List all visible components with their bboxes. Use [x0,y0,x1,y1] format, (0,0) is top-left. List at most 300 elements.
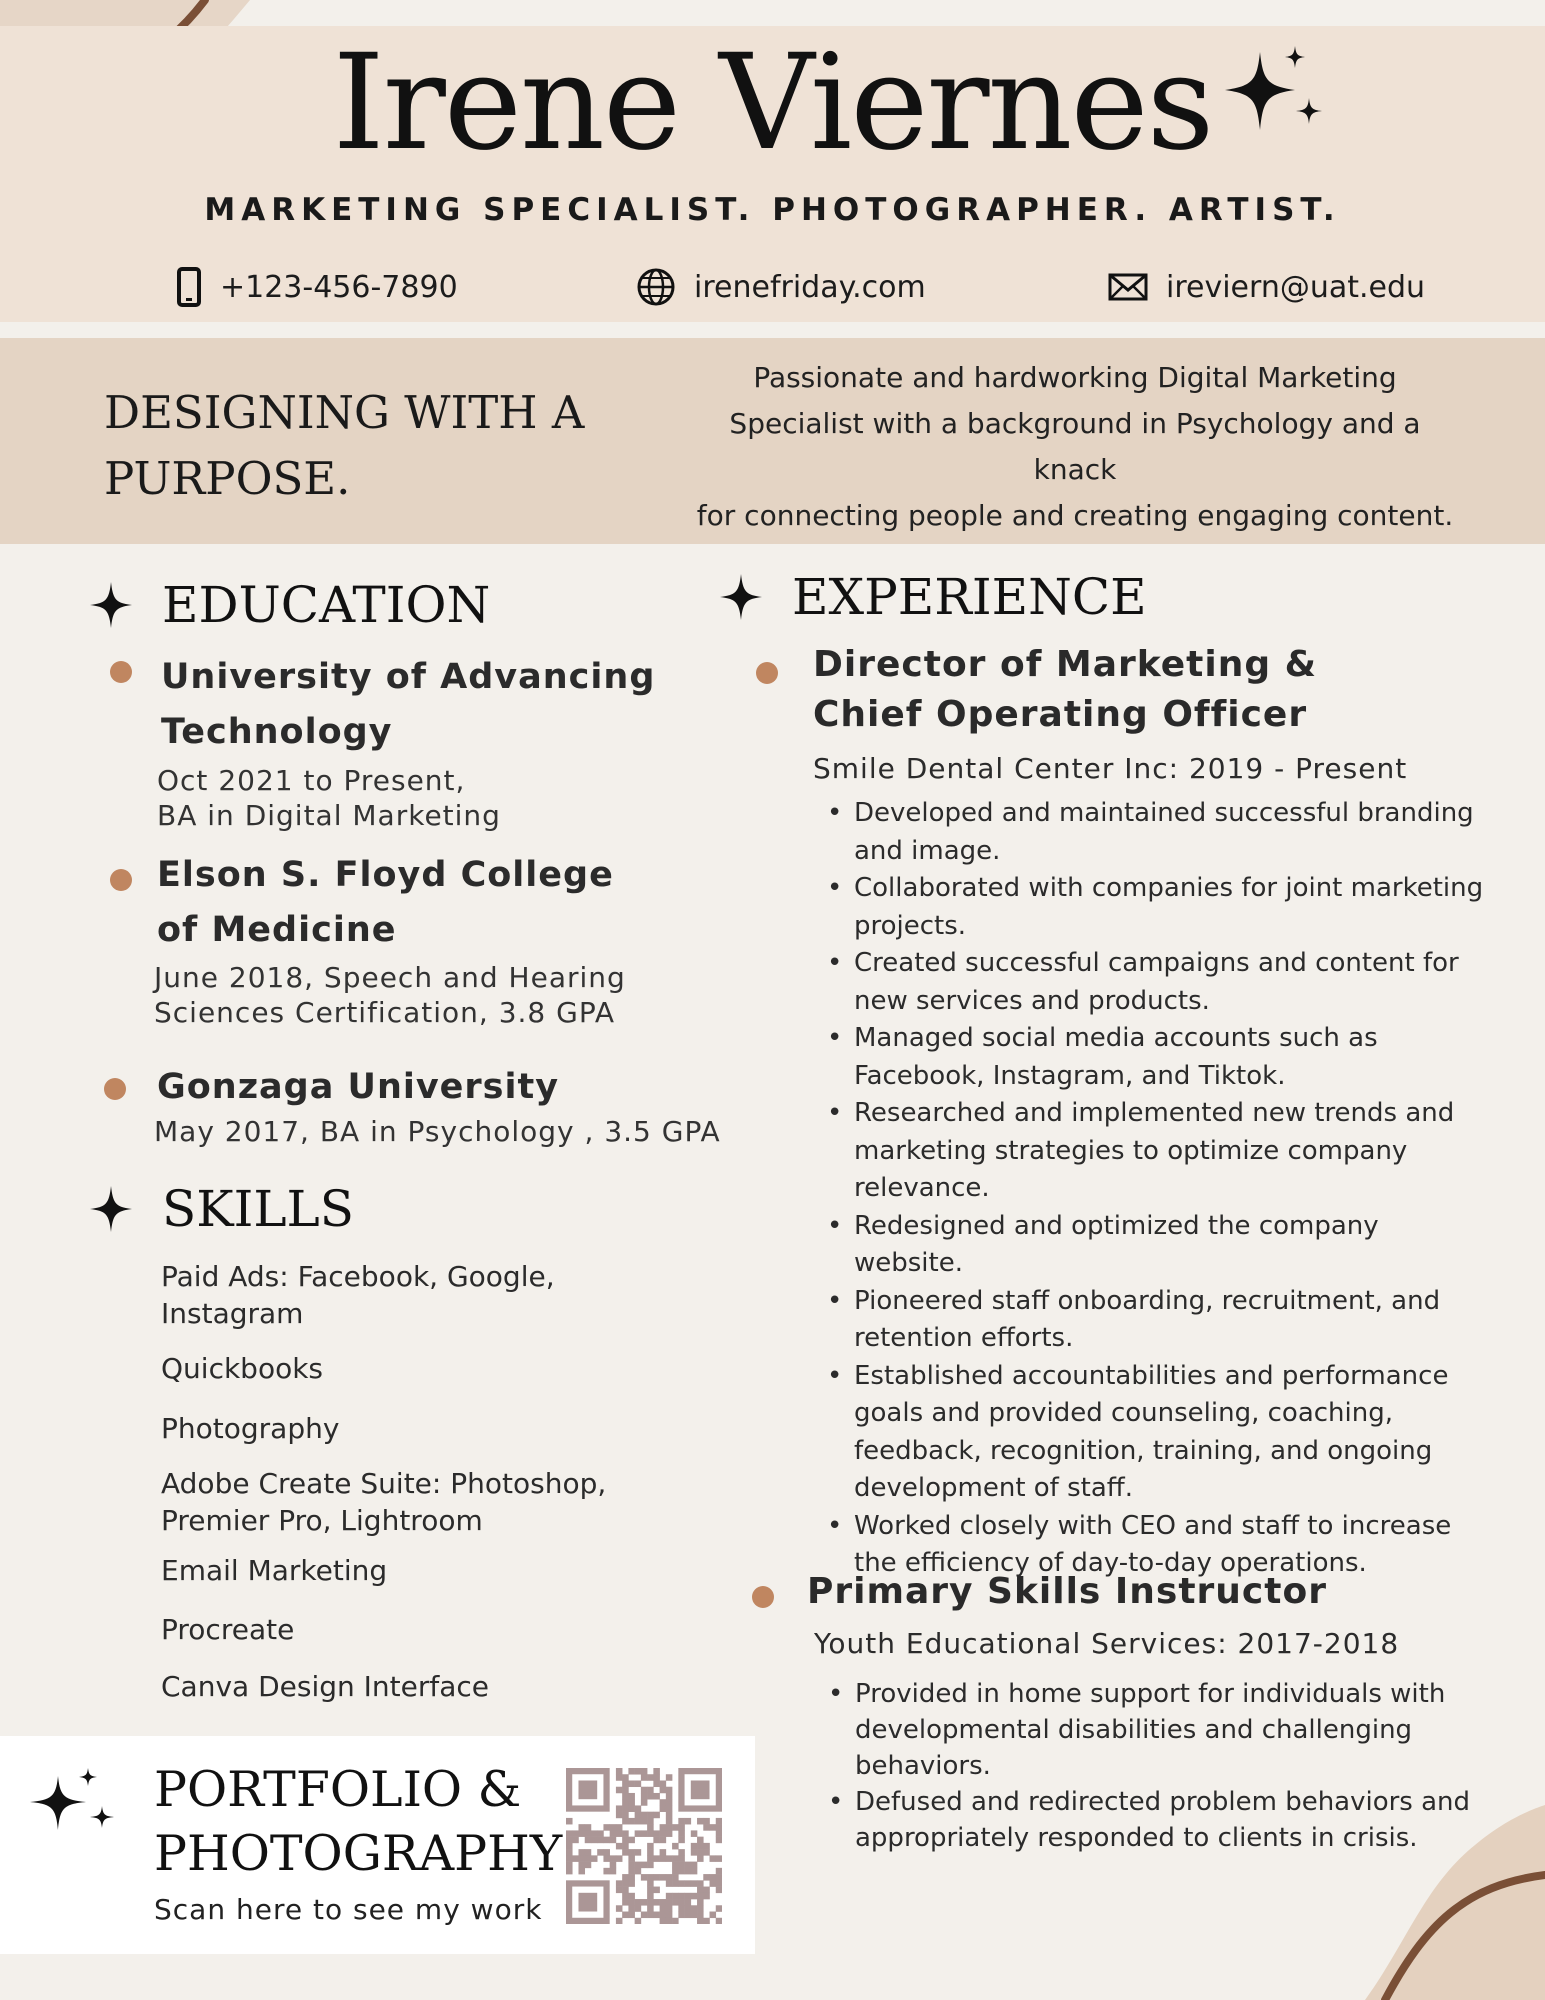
qr-module [653,1887,660,1894]
qr-module [628,1855,635,1862]
qr-module [635,1918,642,1924]
qr-module [566,1862,573,1869]
qr-module [660,1837,667,1844]
tagline: MARKETING SPECIALIST. PHOTOGRAPHER. ARTIST. [204,192,1341,228]
qr-module [635,1905,642,1912]
qr-module [672,1918,679,1924]
qr-module [647,1887,654,1894]
qr-module [703,1887,710,1894]
qr-module [585,1837,592,1844]
qr-module [635,1830,642,1837]
qr-module [678,1893,685,1900]
job-title-line: Chief Operating Officer [813,694,1308,735]
qr-module [578,1824,585,1831]
qr-module [716,1868,722,1875]
qr-module [641,1862,648,1869]
education-bullet-dot [110,869,132,891]
qr-module [703,1818,710,1825]
qr-module [572,1830,579,1837]
qr-module [610,1824,617,1831]
website-link[interactable]: irenefriday.com [694,269,926,305]
qr-module [635,1768,642,1775]
qr-module [653,1768,660,1775]
qr-module [653,1793,660,1800]
job-title-line: Director of Marketing & [813,644,1318,685]
qr-module [653,1912,660,1919]
qr-module [616,1805,623,1812]
qr-module [622,1843,629,1850]
education-detail-line: May 2017, BA in Psychology , 3.5 GPA [154,1115,721,1148]
qr-module [628,1837,635,1844]
qr-module [585,1862,592,1869]
qr-module [616,1855,623,1862]
qr-module [672,1899,679,1906]
qr-module [647,1874,654,1881]
qr-module [628,1912,635,1919]
qr-module [716,1824,722,1831]
qr-module [678,1849,685,1856]
qr-module [678,1868,685,1875]
qr-module [628,1849,635,1856]
qr-module [603,1849,610,1856]
qr-module [635,1868,642,1875]
education-detail-line: Sciences Certification, 3.8 GPA [154,996,616,1029]
qr-finder-center [578,1893,597,1912]
qr-module [647,1793,654,1800]
qr-module [566,1830,573,1837]
qr-module [691,1868,698,1875]
qr-module [641,1793,648,1800]
qr-finder-center [691,1780,710,1799]
qr-module [653,1830,660,1837]
job-meta: Smile Dental Center Inc: 2019 - Present [813,752,1408,785]
job-bullet: • Managed social media accounts such as Facebook, Instagram, and Tiktok. [854,1020,1494,1095]
summary-text [690,355,1460,539]
star-icon [720,574,762,620]
qr-module [610,1837,617,1844]
qr-module [691,1912,698,1919]
qr-module [597,1849,604,1856]
experience-bullet-dot [752,1586,774,1608]
qr-module [685,1818,692,1825]
qr-module [622,1780,629,1787]
qr-module [578,1849,585,1856]
qr-module [660,1780,667,1787]
qr-module [622,1793,629,1800]
qr-module [666,1899,673,1906]
qr-module [716,1905,722,1912]
qr-module [678,1830,685,1837]
qr-module [585,1855,592,1862]
skills-heading [90,1180,354,1238]
qr-module [616,1905,623,1912]
qr-module [628,1868,635,1875]
qr-module [622,1887,629,1894]
qr-module [710,1855,717,1862]
qr-module [697,1899,704,1906]
qr-module [616,1830,623,1837]
experience-bullet-dot [756,662,778,684]
qr-module [578,1868,585,1875]
qr-module [566,1818,573,1825]
qr-module [628,1818,635,1825]
qr-module [697,1905,704,1912]
qr-module [672,1855,679,1862]
qr-module [666,1855,673,1862]
qr-module [628,1780,635,1787]
qr-module [647,1855,654,1862]
job-bullet: • Developed and maintained successful branding and image. [854,795,1494,870]
education-entry-title [157,1060,559,1115]
education-entry-detail [154,1114,721,1149]
job-bullet: • Created successful campaigns and content for new services and products. [854,945,1494,1020]
education-title-line: Gonzaga University [157,1067,560,1107]
qr-module [622,1774,629,1781]
qr-module [647,1818,654,1825]
qr-module [697,1918,704,1924]
job-bullet: • Provided in home support for individuals with developmental disabilities and challenging behaviors. [855,1676,1495,1784]
summary-headline-line: PURPOSE. [104,452,351,505]
qr-module [597,1837,604,1844]
qr-module [616,1774,623,1781]
qr-module [666,1787,673,1794]
qr-module [660,1787,667,1794]
qr-module [635,1805,642,1812]
qr-module [716,1855,722,1862]
qr-module [666,1880,673,1887]
skill-item: Paid Ads: Facebook, Google, Instagram [161,1260,555,1330]
qr-module [610,1868,617,1875]
qr-module [647,1843,654,1850]
education-bullet-dot [104,1078,126,1100]
qr-module [666,1793,673,1800]
contact-website[interactable] [636,262,926,312]
qr-module [616,1768,623,1775]
job-meta: Youth Educational Services: 2017-2018 [814,1627,1400,1660]
job-title [807,1567,1327,1617]
qr-module [622,1899,629,1906]
qr-module [647,1824,654,1831]
qr-module [672,1868,679,1875]
job-bullet: • Pioneered staff onboarding, recruitment, and retention efforts. [854,1283,1494,1358]
job-title-line: Primary Skills Instructor [807,1571,1327,1612]
education-entry-title [161,650,655,760]
qr-module [666,1774,673,1781]
qr-module [641,1899,648,1906]
qr-module [622,1805,629,1812]
job-bullet: • Researched and implemented new trends and marketing strategies to optimize company relevance. [854,1095,1494,1208]
qr-module [685,1862,692,1869]
qr-module [660,1824,667,1831]
qr-module [660,1918,667,1924]
qr-module [622,1799,629,1806]
qr-module [716,1887,722,1894]
sparkle-icon [28,1768,123,1838]
qr-module [653,1812,660,1819]
qr-module [678,1905,685,1912]
experience-heading [720,568,1147,626]
phone-text: +123-456-7890 [220,269,458,305]
qr-module [710,1912,717,1919]
qr-module [566,1837,573,1844]
email-link[interactable]: ireviern@uat.edu [1166,269,1426,305]
qr-module [697,1912,704,1919]
qr-module [622,1874,629,1881]
qr-module [678,1912,685,1919]
qr-module [697,1887,704,1894]
qr-module [653,1855,660,1862]
qr-module [647,1812,654,1819]
qr-module [641,1799,648,1806]
qr-module [591,1855,598,1862]
qr-module [716,1918,722,1924]
qr-module [678,1899,685,1906]
page-title: Irene Viernes [332,26,1213,180]
globe-icon [636,267,676,307]
qr-module [660,1899,667,1906]
qr-module [666,1918,673,1924]
job-bullet: • Defused and redirected problem behaviors and appropriately responded to clients in crisis. [855,1784,1495,1856]
qr-module [666,1912,673,1919]
envelope-icon [1108,272,1148,302]
qr-module [716,1880,722,1887]
qr-module [672,1824,679,1831]
education-heading [90,576,490,634]
summary-text-line: Specialist with a background in Psychology and a knack [729,407,1421,486]
qr-module [672,1893,679,1900]
qr-module [566,1868,573,1875]
qr-module [716,1830,722,1837]
qr-module [678,1818,685,1825]
qr-module [703,1849,710,1856]
qr-module [697,1893,704,1900]
job-bullet: • Worked closely with CEO and staff to increase the efficiency of day-to-day operations. [854,1508,1494,1583]
qr-module [678,1824,685,1831]
education-bullet-dot [110,661,132,683]
qr-module [622,1787,629,1794]
qr-module [697,1837,704,1844]
qr-module [635,1812,642,1819]
qr-module [647,1899,654,1906]
skill-item: Procreate [161,1613,295,1646]
skill-item: Adobe Create Suite: Photoshop, Premier Pro, Lightroom [161,1467,607,1537]
qr-module [641,1812,648,1819]
portfolio-title [154,1758,562,1886]
qr-module [628,1899,635,1906]
qr-module [622,1818,629,1825]
qr-module [716,1818,722,1825]
qr-module [622,1912,629,1919]
qr-module [616,1787,623,1794]
qr-module [653,1874,660,1881]
summary-headline [104,380,624,512]
job-title [813,640,1317,740]
summary-headline-line: DESIGNING WITH A [104,386,585,439]
qr-module [691,1849,698,1856]
qr-module [653,1899,660,1906]
qr-module [647,1830,654,1837]
qr-module [678,1880,685,1887]
summary-text-line: for connecting people and creating engaging content. [696,499,1454,532]
sparkle-icon [1215,42,1340,142]
qr-module [622,1893,629,1900]
qr-module [591,1830,598,1837]
qr-module [666,1905,673,1912]
qr-module [616,1824,623,1831]
qr-module [635,1780,642,1787]
qr-module [628,1880,635,1887]
job-bullet: • Collaborated with companies for joint marketing projects. [854,870,1494,945]
education-detail-line: BA in Digital Marketing [157,799,501,832]
qr-module [603,1824,610,1831]
phone-icon [176,267,202,307]
qr-module [641,1830,648,1837]
qr-module [641,1768,648,1775]
qr-module [660,1912,667,1919]
qr-module [666,1830,673,1837]
qr-module [685,1912,692,1919]
qr-module [703,1874,710,1881]
qr-module [716,1837,722,1844]
qr-module [628,1799,635,1806]
qr-module [635,1818,642,1825]
skill-item: Canva Design Interface [161,1670,490,1703]
job-bullet: • Established accountabilities and performance goals and provided counseling, coaching, feedback, recognition, training, and ongoing development of staff. [854,1358,1494,1508]
skills-heading-text: SKILLS [162,1180,355,1238]
qr-module [697,1818,704,1825]
qr-module [647,1880,654,1887]
qr-module [697,1855,704,1862]
qr-module [653,1780,660,1787]
qr-module [585,1849,592,1856]
qr-module [660,1805,667,1812]
qr-module [672,1874,679,1881]
qr-module [628,1805,635,1812]
portfolio-title-line: PORTFOLIO & [154,1761,522,1818]
qr-module [635,1862,642,1869]
qr-module [610,1862,617,1869]
qr-module [641,1787,648,1794]
education-entry-detail [154,960,626,1030]
education-title-line: of Medicine [157,910,397,950]
qr-module [566,1849,573,1856]
qr-module [678,1837,685,1844]
qr-module [703,1893,710,1900]
qr-module [710,1824,717,1831]
qr-module [703,1918,710,1924]
qr-module [578,1855,585,1862]
qr-module [685,1899,692,1906]
qr-module [691,1905,698,1912]
education-title-line: University of Advancing [161,657,656,697]
qr-module [647,1849,654,1856]
qr-module [610,1855,617,1862]
qr-module [697,1880,704,1887]
education-title-line: Elson S. Floyd College [157,855,614,895]
qr-module [616,1918,623,1924]
qr-module [585,1824,592,1831]
qr-module [591,1837,598,1844]
qr-module [685,1893,692,1900]
qr-module [685,1880,692,1887]
qr-module [635,1849,642,1856]
qr-module [672,1880,679,1887]
qr-module [666,1799,673,1806]
qr-module [641,1912,648,1919]
qr-module [628,1874,635,1881]
qr-module [653,1774,660,1781]
education-entry-detail [157,763,501,833]
education-detail-line: Oct 2021 to Present, [157,764,466,797]
qr-module [566,1855,573,1862]
qr-module [660,1799,667,1806]
qr-module [647,1787,654,1794]
qr-module [641,1818,648,1825]
qr-module [635,1899,642,1906]
qr-module [622,1830,629,1837]
qr-module [703,1843,710,1850]
qr-code[interactable] [566,1768,722,1924]
qr-module [703,1824,710,1831]
qr-finder-center [578,1780,597,1799]
qr-module [628,1862,635,1869]
qr-module [697,1843,704,1850]
qr-module [672,1843,679,1850]
qr-module [647,1912,654,1919]
qr-module [578,1862,585,1869]
qr-module [647,1893,654,1900]
job-bullet: • Redesigned and optimized the company website. [854,1208,1494,1283]
qr-module [647,1862,654,1869]
contact-email[interactable] [1108,262,1425,312]
qr-module [710,1874,717,1881]
qr-module [610,1830,617,1837]
qr-module [616,1812,623,1819]
qr-module [616,1887,623,1894]
skill-item: Email Marketing [161,1554,388,1587]
qr-module [710,1880,717,1887]
qr-module [628,1768,635,1775]
star-icon [90,582,132,628]
qr-module [691,1880,698,1887]
qr-module [666,1824,673,1831]
summary-text-line: Passionate and hardworking Digital Marketing [753,361,1397,394]
qr-module [672,1862,679,1869]
qr-module [628,1905,635,1912]
qr-module [666,1818,673,1825]
qr-module [685,1868,692,1875]
portfolio-subtitle: Scan here to see my work [154,1893,543,1926]
qr-module [660,1855,667,1862]
qr-module [685,1905,692,1912]
qr-module [628,1793,635,1800]
job-bullet-list [818,795,1494,1583]
education-detail-line: June 2018, Speech and Hearing [154,961,626,994]
qr-module [641,1874,648,1881]
qr-module [666,1893,673,1900]
qr-module [697,1849,704,1856]
education-entry-title [157,848,614,958]
qr-module [691,1843,698,1850]
qr-module [647,1774,654,1781]
qr-module [678,1862,685,1869]
qr-module [678,1855,685,1862]
skill-item: Photography [161,1412,340,1445]
qr-module [666,1812,673,1819]
qr-module [603,1837,610,1844]
qr-module [603,1868,610,1875]
qr-module [641,1774,648,1781]
